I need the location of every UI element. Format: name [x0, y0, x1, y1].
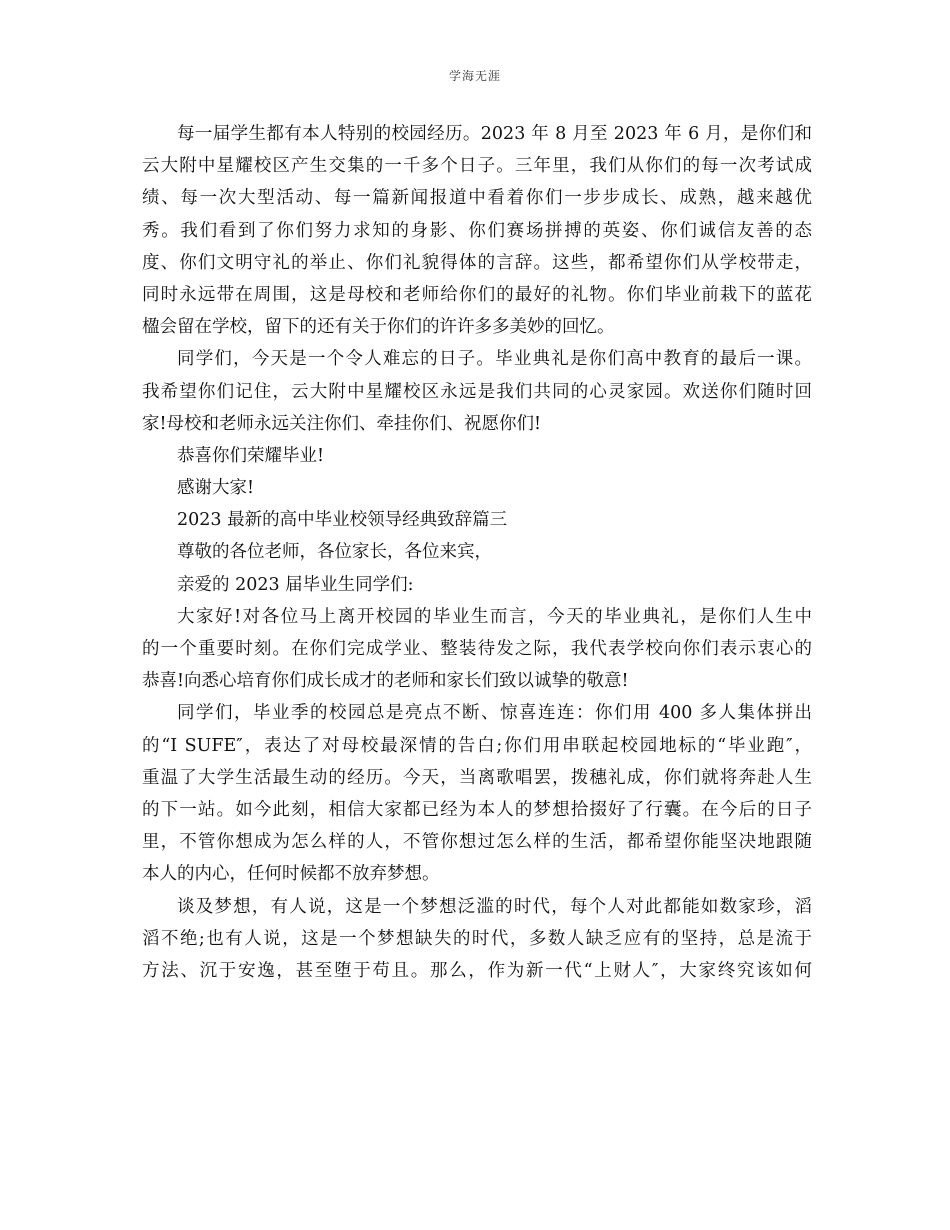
section-heading: 2023 最新的高中毕业校领导经典致辞篇三 [177, 510, 508, 531]
text-line: 本人的内心，任何时候都不放弃梦想。 [142, 864, 440, 885]
text-line: 感谢大家! [177, 478, 255, 499]
text-line: 秀。我们看到了你们努力求知的身影、你们赛场拼搏的英姿、你们诚信友善的态 [142, 220, 812, 241]
text-line: 的“I SUFE″，表达了对母校最深情的告白;你们用串联起校园地标的“毕业跑″， [142, 735, 812, 756]
text-line: 绩、每一次大型活动、每一篇新闻报道中看着你们一步步成长、成熟，越来越优 [142, 188, 812, 209]
text-line: 尊敬的各位老师，各位家长，各位来宾， [177, 542, 492, 563]
text-line: 里，不管你想成为怎么样的人，不管你想过怎么样的生活，都希望你能坚决地跟随 [142, 832, 812, 853]
text-line: 每一届学生都有本人特别的校园经历。2023 年 8 月至 2023 年 6 月，是你们和 [177, 124, 812, 144]
text-line: 楹会留在学校，留下的还有关于你们的许许多多美妙的回忆。 [142, 317, 615, 338]
text-line: 重温了大学生活最生动的经历。今天，当离歌唱罢，拨穗礼成，你们就将奔赴人生 [142, 767, 812, 788]
text-line: 滔不绝;也有人说，这是一个梦想缺失的时代，多数人缺乏应有的坚持，总是流于 [142, 928, 812, 949]
text-line: 谈及梦想，有人说，这是一个梦想泛滥的时代，每个人对此都能如数家珍，滔 [177, 896, 812, 917]
text-line: 同学们，今天是一个令人难忘的日子。毕业典礼是你们高中教育的最后一课。 [177, 349, 812, 370]
text-line: 恭喜!向悉心培育你们成长成才的老师和家长们致以诚挚的敬意! [142, 671, 629, 692]
text-line: 恭喜你们荣耀毕业! [177, 445, 325, 466]
text-line: 方法、沉于安逸，甚至堕于苟且。那么，作为新一代“上财人″，大家终究该如何 [142, 960, 812, 981]
text-line: 云大附中星耀校区产生交集的一千多个日子。三年里，我们从你们的每一次考试成 [142, 156, 812, 177]
text-line: 的下一站。如今此刻，相信大家都已经为本人的梦想拾掇好了行囊。在今后的日子 [142, 799, 812, 820]
text-line: 同时永远带在周围，这是母校和老师给你们的最好的礼物。你们毕业前栽下的蓝花 [142, 284, 812, 305]
text-line: 的一个重要时刻。在你们完成学业、整装待发之际，我代表学校向你们表示衷心的 [142, 639, 812, 659]
text-line: 我希望你们记住，云大附中星耀校区永远是我们共同的心灵家园。欢送你们随时回 [142, 381, 812, 402]
body-text [142, 118, 812, 987]
text-line: 度、你们文明守礼的举止、你们礼貌得体的言辞。这些，都希望你们从学校带走， [142, 252, 812, 273]
text-line: 亲爱的 2023 届毕业生同学们: [177, 574, 414, 595]
text-line: 家!母校和老师永远关注你们、牵挂你们、祝愿你们! [142, 413, 542, 434]
text-line: 同学们，毕业季的校园总是亮点不断、惊喜连连：你们用 400 多人集体拼出 [177, 703, 812, 724]
text-line: 大家好!对各位马上离开校园的毕业生而言，今天的毕业典礼，是你们人生中 [177, 606, 812, 627]
page-header: 学海无涯 [448, 69, 501, 83]
